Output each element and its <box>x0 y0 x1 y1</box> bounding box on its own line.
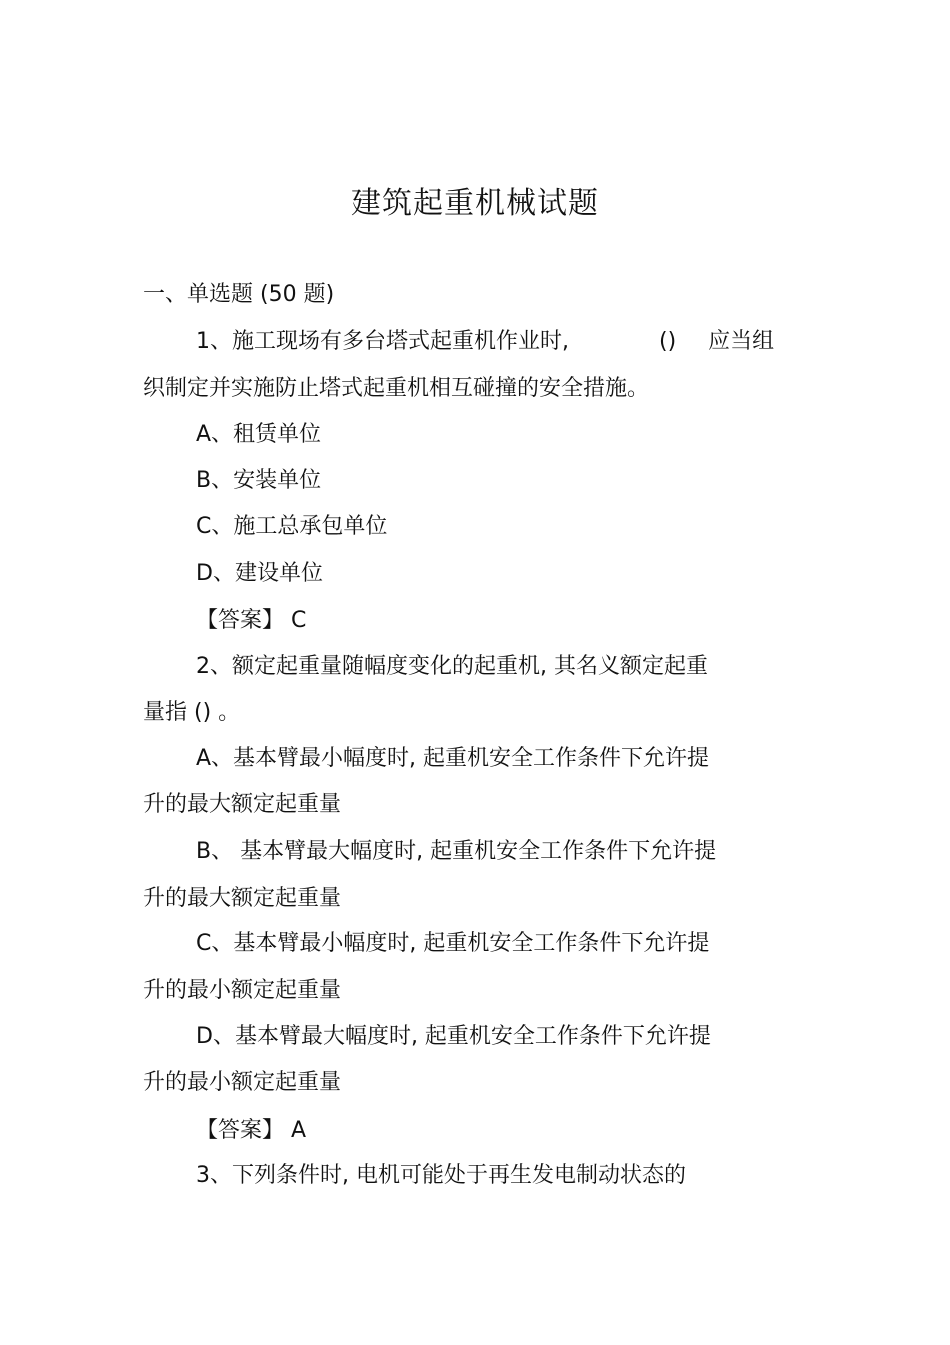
question-2-option-a-line-1: A、基本臂最小幅度时, 起重机安全工作条件下允许提 <box>196 746 710 771</box>
question-1-answer: 【答案】 C <box>196 608 307 633</box>
question-2-option-a-line-2: 升的最大额定起重量 <box>143 792 342 817</box>
question-2-answer: 【答案】 A <box>196 1118 307 1143</box>
document-title: 建筑起重机械试题 <box>351 186 599 221</box>
question-1-line-2: 织制定并实施防止塔式起重机相互碰撞的安全措施。 <box>143 376 650 401</box>
question-2-option-c-line-2: 升的最小额定起重量 <box>143 978 342 1003</box>
question-1-option-c: C、施工总承包单位 <box>196 514 388 539</box>
question-1-line-1 <box>196 327 774 357</box>
question-2-option-d-line-2: 升的最小额定起重量 <box>143 1070 342 1095</box>
question-1-option-b: B、安装单位 <box>196 468 322 493</box>
question-2-option-c-line-1: C、基本臂最小幅度时, 起重机安全工作条件下允许提 <box>196 931 710 956</box>
question-2-option-d-line-1: D、基本臂最大幅度时, 起重机安全工作条件下允许提 <box>196 1024 711 1049</box>
question-1-option-a: A、租赁单位 <box>196 422 322 447</box>
question-3-line-1: 3、下列条件时, 电机可能处于再生发电制动状态的 <box>196 1163 686 1188</box>
question-1-text-end: 应当组 <box>708 329 775 354</box>
question-2-line-2: 量指 () 。 <box>143 700 241 725</box>
section-heading: 一、单选题 (50 题) <box>143 282 335 307</box>
question-2-option-b-line-2: 升的最大额定起重量 <box>143 886 342 911</box>
question-1-text: 1、施工现场有多台塔式起重机作业时, <box>196 329 569 354</box>
question-2-line-1: 2、额定起重量随幅度变化的起重机, 其名义额定起重 <box>196 654 708 679</box>
question-2-option-b-line-1: B、 基本臂最大幅度时, 起重机安全工作条件下允许提 <box>196 839 717 864</box>
question-1-option-d: D、建设单位 <box>196 561 323 586</box>
question-1-blank: () <box>659 329 677 354</box>
